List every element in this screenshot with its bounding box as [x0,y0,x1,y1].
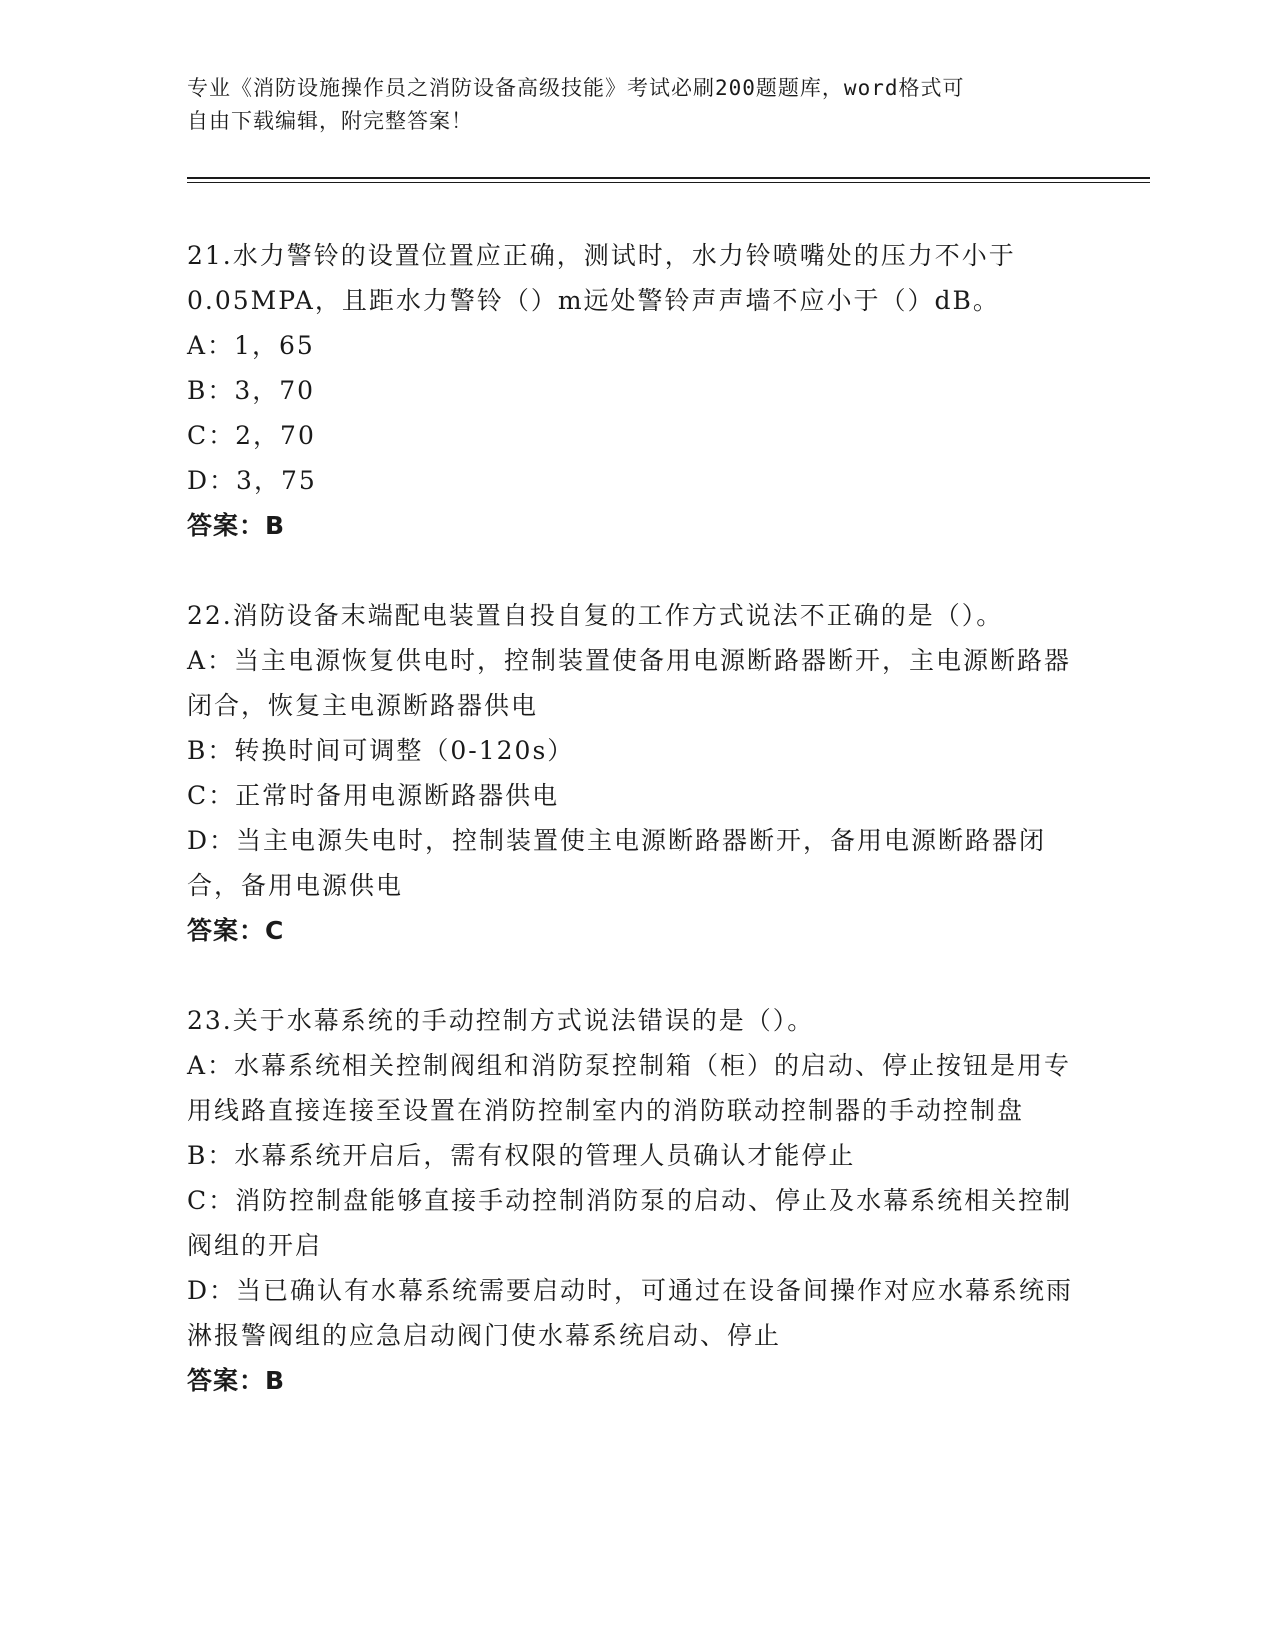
answer-label: 答案： [187,916,266,945]
option-c: C：2，70 [187,421,316,450]
question-stem: 23.关于水幕系统的手动控制方式说法错误的是（）。 [187,1006,815,1035]
answer-value: C [265,916,285,945]
option-a: A：水幕系统相关控制阀组和消防泵控制箱（柜）的启动、停止按钮是用专用线路直接连接至设置在消防控制室内的消防联动控制器的手动控制盘 [187,1051,1072,1125]
option-d: D：当主电源失电时，控制装置使主电源断路器断开，备用电源断路器闭合，备用电源供电 [187,826,1047,900]
answer-value: B [265,1366,286,1395]
document-header [187,72,1067,138]
option-c: C：正常时备用电源断路器供电 [187,781,560,810]
header-line-1: 专业《消防设施操作员之消防设备高级技能》考试必刷200题题库，word格式可 [187,76,965,100]
question-23 [187,998,1087,1403]
answer-line [187,503,1087,548]
question-22 [187,593,1087,953]
answer-label: 答案： [187,511,266,540]
option-b: B：3，70 [187,376,316,405]
header-divider-thick [187,177,1150,179]
question-list [187,233,1087,1448]
answer-label: 答案： [187,1366,266,1395]
question-stem: 22.消防设备末端配电装置自投自复的工作方式说法不正确的是（）。 [187,601,1004,630]
option-d: D：3，75 [187,466,317,495]
answer-line [187,908,1087,953]
question-21 [187,233,1087,548]
option-b: B：水幕系统开启后，需有权限的管理人员确认才能停止 [187,1141,856,1170]
header-line-2: 自由下载编辑，附完整答案！ [187,109,473,133]
option-a: A：1，65 [187,331,315,360]
answer-value: B [265,511,286,540]
option-b: B：转换时间可调整（0-120s） [187,736,575,765]
option-a: A：当主电源恢复供电时，控制装置使备用电源断路器断开，主电源断路器闭合，恢复主电源断路器供电 [187,646,1072,720]
answer-line [187,1358,1087,1403]
option-d: D：当已确认有水幕系统需要启动时，可通过在设备间操作对应水幕系统雨淋报警阀组的应急启动阀门使水幕系统启动、停止 [187,1276,1074,1350]
question-stem: 21.水力警铃的设置位置应正确，测试时，水力铃喷嘴处的压力不小于0.05MPA，且距水力警铃（）m远处警铃声声墙不应小于（）dB。 [187,241,1016,315]
option-c: C：消防控制盘能够直接手动控制消防泵的启动、停止及水幕系统相关控制阀组的开启 [187,1186,1073,1260]
header-divider-thin [187,182,1150,183]
